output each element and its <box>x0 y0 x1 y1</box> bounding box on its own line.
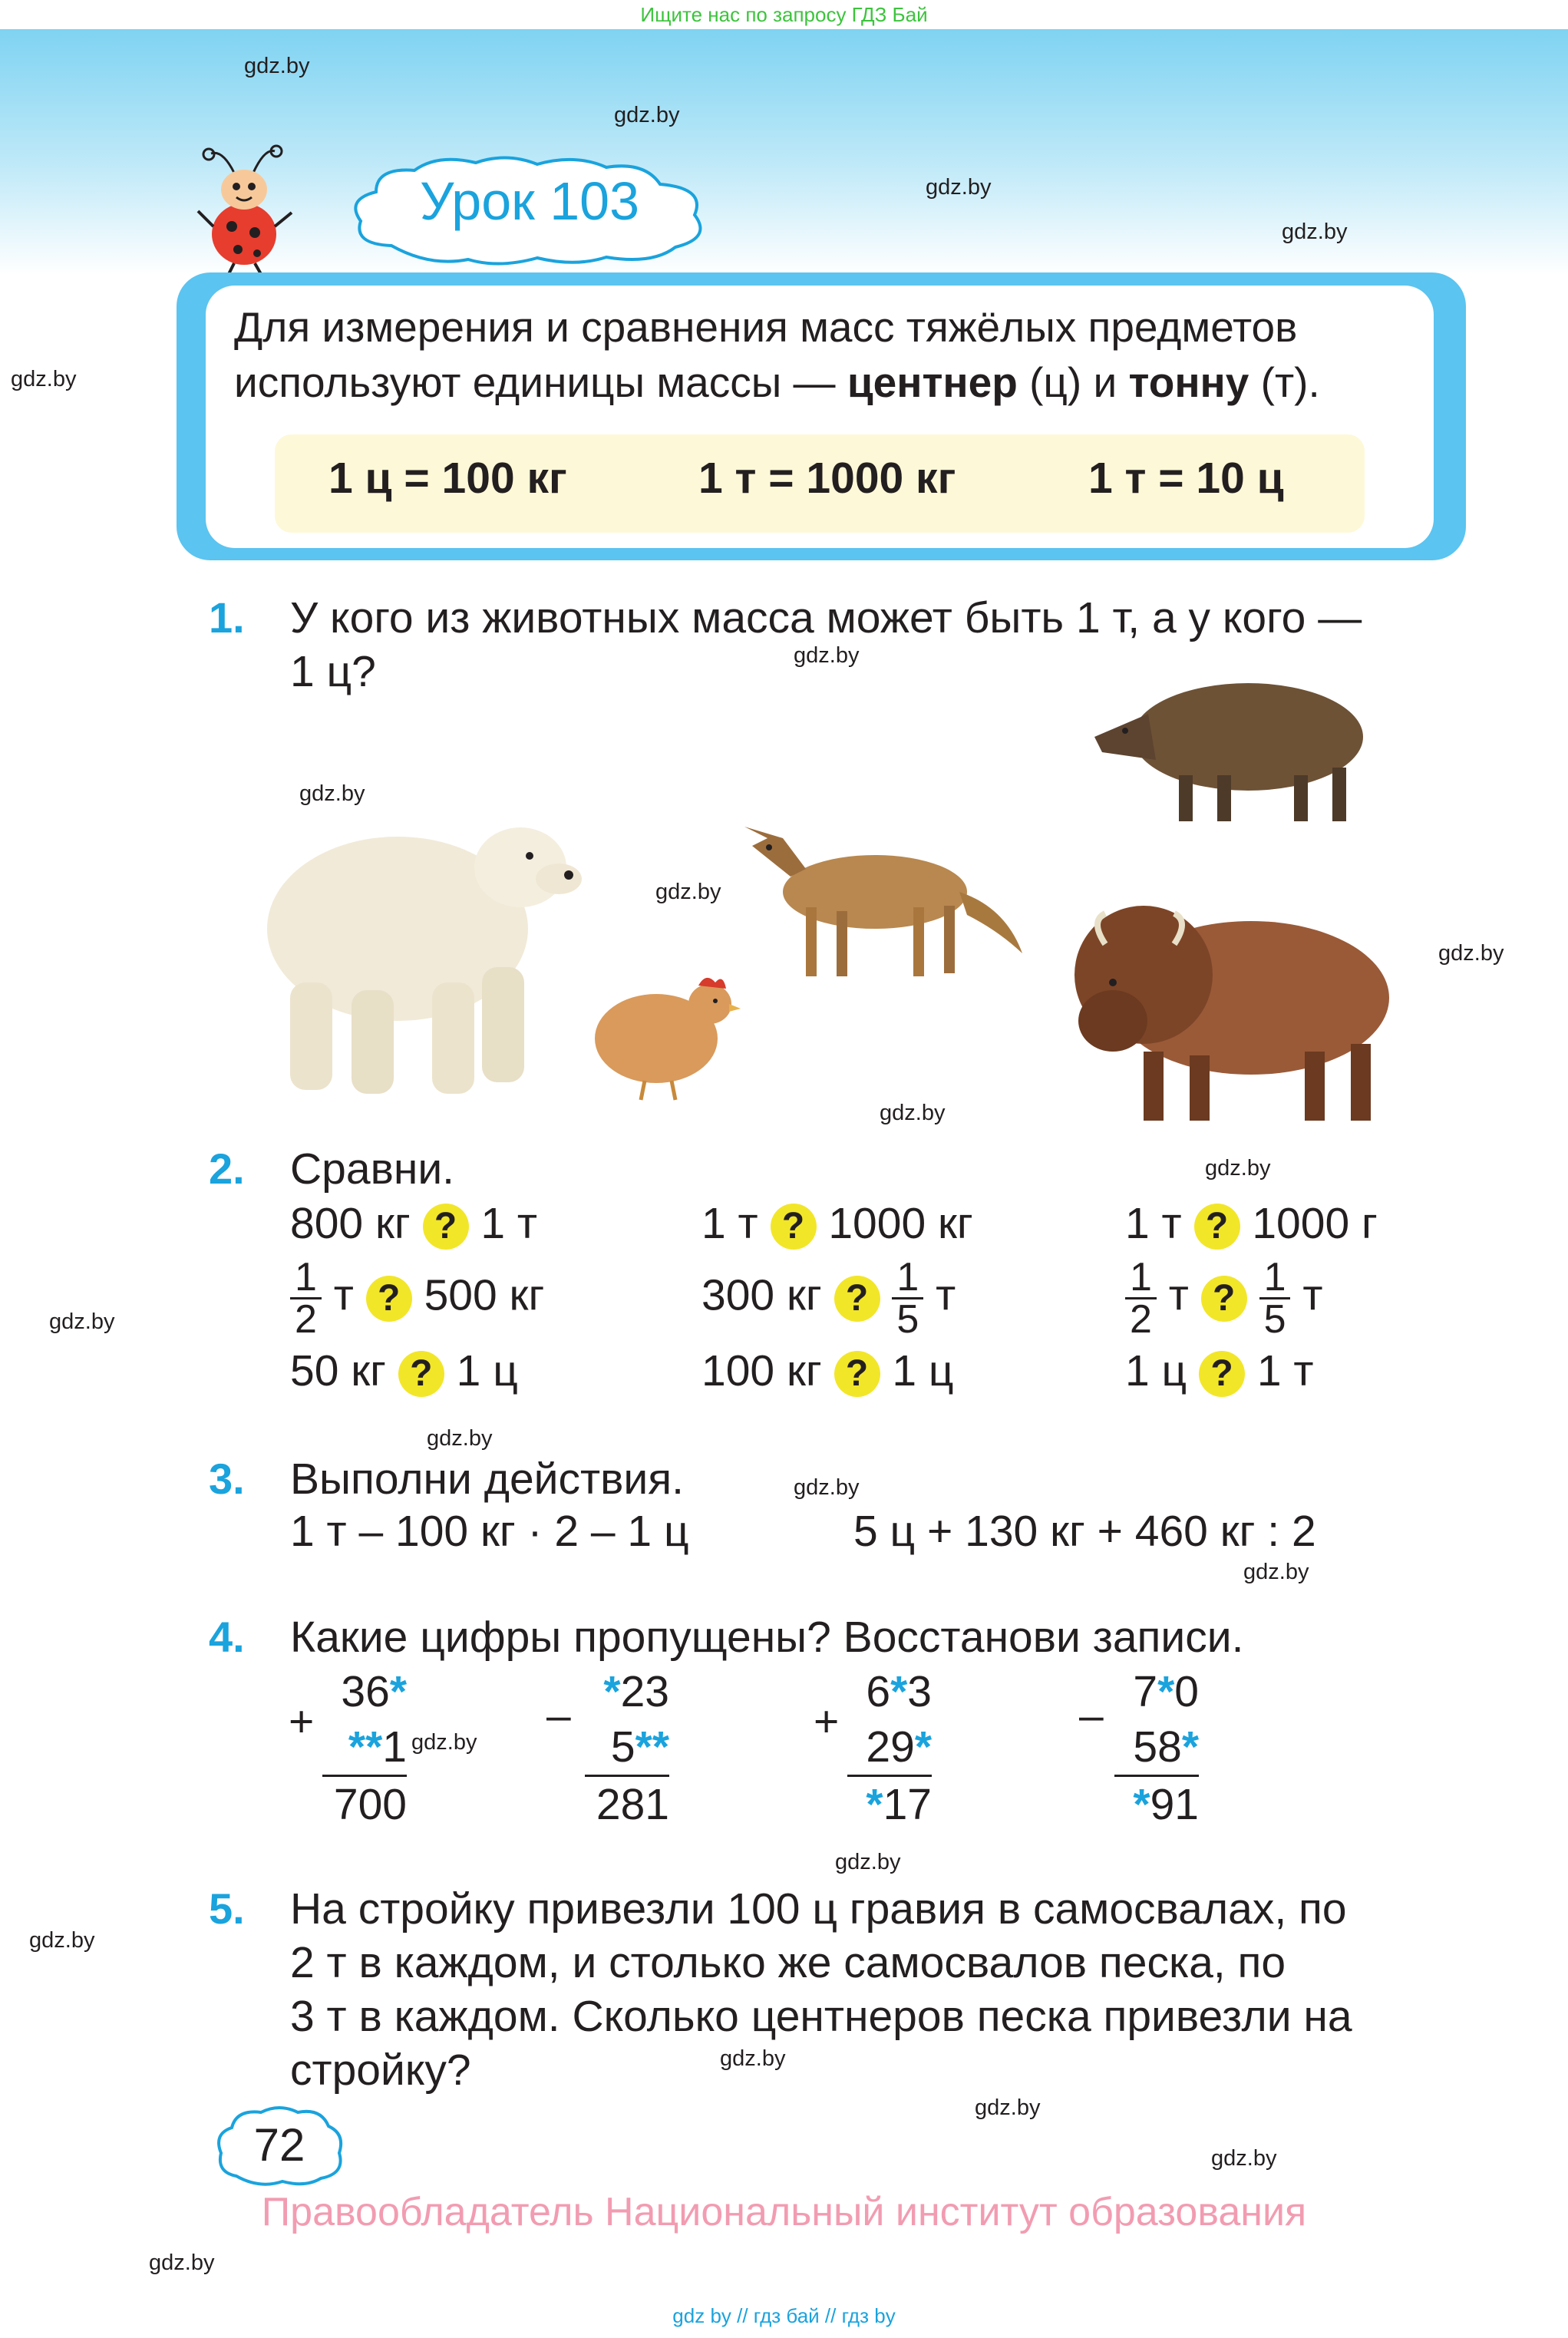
task1-text: У кого из животных масса может быть 1 т, а у кого — 1 ц? <box>290 593 1362 696</box>
page-number: 72 <box>253 2119 305 2171</box>
task1-number: 1. <box>209 593 245 642</box>
op-plus: + <box>814 1697 840 1746</box>
watermark: gdz.by <box>880 1101 946 1125</box>
lesson-title: Урок 103 <box>419 171 640 231</box>
watermark: gdz.by <box>149 2250 215 2275</box>
watermark: gdz.by <box>427 1426 493 1451</box>
watermark: gdz.by <box>1205 1156 1271 1181</box>
watermark: gdz.by <box>835 1850 901 1874</box>
question-mark-icon[interactable]: ? <box>1194 1204 1240 1250</box>
watermark: gdz.by <box>1211 2146 1277 2171</box>
watermark: gdz.by <box>794 643 860 668</box>
watermark: gdz.by <box>299 781 365 806</box>
watermark: gdz.by <box>411 1730 477 1755</box>
watermark: gdz.by <box>975 2095 1041 2120</box>
question-mark-icon[interactable]: ? <box>1199 1351 1245 1397</box>
top-banner[interactable]: Ищите нас по запросу ГДЗ Бай <box>640 3 928 26</box>
tonne-term: тонну <box>1128 358 1249 406</box>
watermark: gdz.by <box>29 1928 95 1953</box>
bison-image <box>1059 890 1405 1128</box>
question-mark-icon[interactable]: ? <box>834 1276 880 1322</box>
watermark: gdz.by <box>794 1475 860 1500</box>
task4-number: 4. <box>209 1613 245 1661</box>
rule-text <box>234 299 1431 410</box>
centner-term: центнер <box>847 358 1018 406</box>
watermark: gdz.by <box>49 1309 115 1334</box>
compare-r1c3: 1 т ? 1000 г <box>1125 1199 1378 1248</box>
task5-number: 5. <box>209 1884 245 1933</box>
formula-tonne-kg: 1 т = 1000 кг <box>698 454 956 503</box>
task3-expr1: 1 т – 100 кг · 2 – 1 ц <box>290 1507 689 1556</box>
compare-r1c1: 800 кг ? 1 т <box>290 1199 538 1248</box>
compare-r1c2: 1 т ? 1000 кг <box>701 1199 973 1248</box>
polar-bear-image <box>244 783 589 1105</box>
watermark: gdz.by <box>11 367 77 391</box>
rule-line1: Для измерения и сравнения масс тяжёлых предметов <box>234 303 1298 351</box>
watermark: gdz.by <box>1282 220 1348 244</box>
op-plus: + <box>289 1697 315 1746</box>
compare-r2c2: 300 кг ? $\frac{1}{5}$ т <box>701 1255 956 1342</box>
task3-number: 3. <box>209 1455 245 1503</box>
column-3: 6*3 29* *17 <box>847 1664 932 1832</box>
watermark: gdz.by <box>655 880 721 904</box>
rule-line2: используют единицы массы — центнер (ц) и тонну (т). <box>234 358 1320 406</box>
formula-tonne-centner: 1 т = 10 ц <box>1088 454 1284 503</box>
fraction: $\frac{1}{2}$ <box>290 1257 322 1339</box>
compare-r2c1: $\frac{1}{2}$ т ? 500 кг <box>290 1257 544 1339</box>
fraction: $\frac{1}{5}$ <box>1259 1257 1291 1339</box>
ladybug-icon <box>192 142 299 276</box>
compare-r3c1: 50 кг ? 1 ц <box>290 1346 518 1395</box>
op-minus: – <box>1079 1691 1104 1740</box>
task2-number: 2. <box>209 1144 245 1193</box>
compare-r3c2: 100 кг ? 1 ц <box>701 1346 954 1395</box>
question-mark-icon[interactable]: ? <box>771 1204 817 1250</box>
footer-links[interactable]: gdz by // гдз бай // гдз by <box>672 2304 896 2327</box>
wild-boar-image <box>1087 660 1378 829</box>
watermark: gdz.by <box>926 175 992 200</box>
compare-r2c3: $\frac{1}{2}$ т ? $\frac{1}{5}$ т <box>1125 1257 1322 1339</box>
column-1: 36* **1 700 <box>322 1664 407 1832</box>
watermark: gdz.by <box>1438 941 1504 966</box>
task5-text: На стройку привезли 100 ц гравия в самосвалах, по 2 т в каждом, и столько же самосвалов песка, по 3 т в каждом. Сколько центнеров песка привезли на стройку? <box>290 1884 1352 2095</box>
watermark: gdz.by <box>244 54 310 78</box>
task2-title: Сравни. <box>290 1144 455 1194</box>
watermark: gdz.by <box>614 103 680 127</box>
question-mark-icon[interactable]: ? <box>423 1204 469 1250</box>
wolf-image <box>721 815 1028 984</box>
column-2: *23 5** 281 <box>585 1664 669 1832</box>
formula-centner: 1 ц = 100 кг <box>328 454 567 503</box>
column-4: 7*0 58* *91 <box>1114 1664 1199 1832</box>
fraction: $\frac{1}{2}$ <box>1125 1257 1157 1339</box>
watermark: gdz.by <box>720 2046 786 2071</box>
question-mark-icon[interactable]: ? <box>1201 1276 1247 1322</box>
task4-title: Какие цифры пропущены? Восстанови записи. <box>290 1613 1244 1662</box>
watermark: gdz.by <box>1243 1560 1309 1584</box>
fraction: $\frac{1}{5}$ <box>892 1257 923 1339</box>
copyright: Правообладатель Национальный институт образования <box>261 2190 1307 2234</box>
task3-expr2: 5 ц + 130 кг + 460 кг : 2 <box>853 1507 1316 1556</box>
question-mark-icon[interactable]: ? <box>834 1351 880 1397</box>
question-mark-icon[interactable]: ? <box>398 1351 444 1397</box>
task3-title: Выполни действия. <box>290 1455 684 1504</box>
hen-image <box>583 966 744 1104</box>
question-mark-icon[interactable]: ? <box>366 1276 412 1322</box>
op-minus: – <box>546 1691 571 1740</box>
compare-r3c3: 1 ц ? 1 т <box>1125 1346 1314 1395</box>
